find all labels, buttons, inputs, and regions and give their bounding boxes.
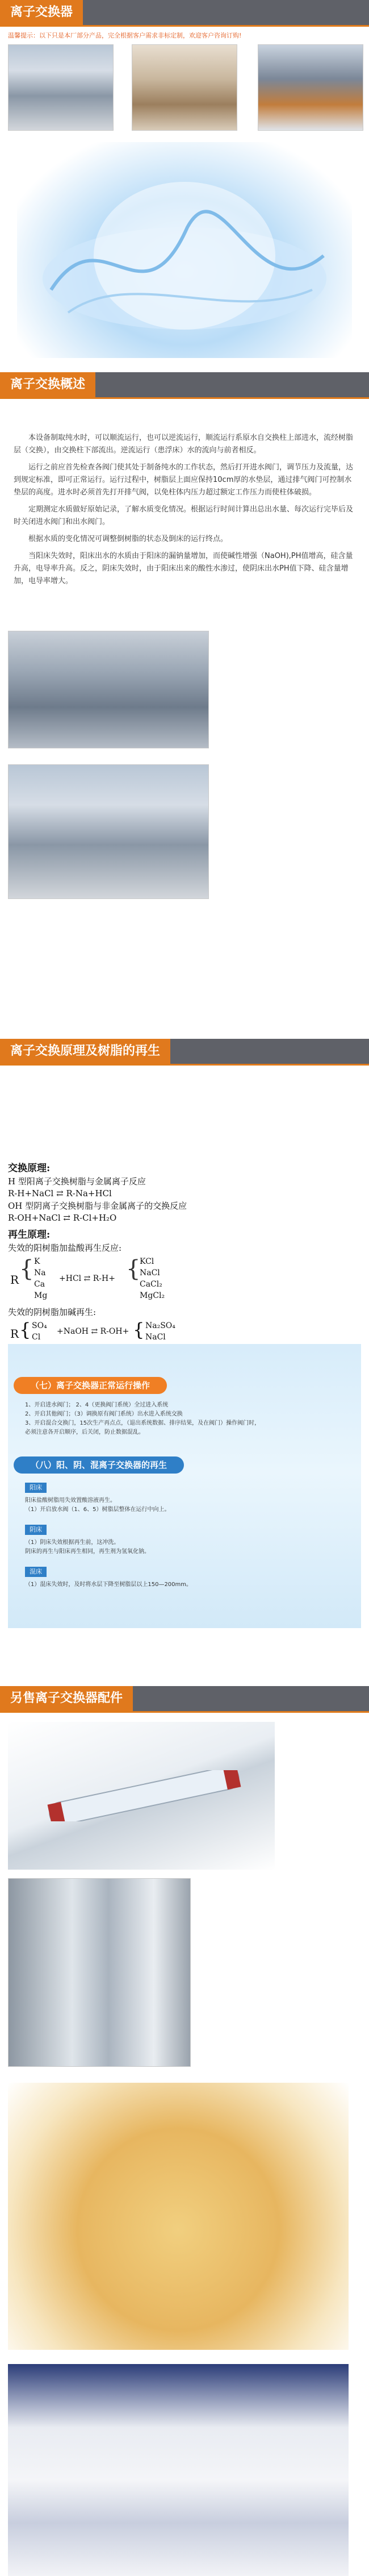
product: NaCl	[145, 1333, 166, 1342]
product-photo-1	[8, 44, 114, 131]
ion: SO₄	[32, 1321, 47, 1330]
brace-icon: {	[126, 1256, 141, 1282]
operation-panel	[8, 1344, 361, 1628]
tube-icon	[42, 1770, 246, 1821]
anion-reaction-equation: R-OH+NaCl ⇄ R-Cl+H₂O	[8, 1213, 117, 1223]
cation-regen-equation	[8, 1256, 246, 1304]
anion-regen-equation	[8, 1320, 246, 1345]
eq-symbol: R	[10, 1273, 19, 1287]
section-header-exchanger	[0, 0, 369, 27]
section-header-overview	[0, 372, 369, 399]
ion: K	[34, 1257, 40, 1266]
regeneration-pill: （八）阳、阴、混离子交换器的再生	[14, 1456, 184, 1474]
overview-text	[14, 432, 357, 592]
anion-bed-tag: 阴床	[25, 1525, 47, 1535]
resin-beads-photo	[8, 2083, 349, 2350]
anion-bed-text: （1）阴床失效根据再生前，这冲洗。 阴床的再生与阳床再生相同，再生剂为氢氧化钠。	[25, 1539, 150, 1555]
plant-interior-photo-2	[8, 764, 209, 899]
section-title: 离子交换原理及树脂的再生	[0, 1039, 170, 1064]
formula-panel	[8, 1156, 246, 1341]
overview-paragraph-1: 本设备制取纯水时，可以顺流运行，也可以逆流运行，顺流运行系原水自交换柱上部进水，流经树脂层（交换），由交换柱下部流出。逆流运行（患浮床）水的流向与前者相反。	[14, 434, 354, 455]
overview-paragraph-5: 当阳床失效时，阳床出水的水质由于阳床的漏钠量增加，而使碱性增强（NaOH),PH值增高，硅含量升高，电导率升高。反之，阴床失效时，由于阳床出来的酸性水渗过，使阴床出水PH值下降、硅含量增加，电导率增大。	[14, 552, 353, 585]
brace-icon: {	[19, 1256, 34, 1282]
product-photo-3	[258, 44, 363, 131]
eq-mid: +HCl ⇄ R-H+	[59, 1274, 115, 1283]
water-splash-icon	[17, 142, 352, 358]
eq-mid: +NaOH ⇄ R-OH+	[57, 1327, 129, 1336]
resin-bags-photo	[8, 2364, 349, 2576]
product: MgCl₂	[140, 1291, 165, 1300]
cation-bed-text: 阳床盐酸树脂用失效置酸溶液再生。 （1）开启放水阀（1、6、5）树脂层整体在运行中向上。	[25, 1497, 170, 1513]
product: CaCl₂	[140, 1280, 162, 1289]
anion-regen-desc: 失效的阴树脂加碱再生:	[8, 1307, 97, 1317]
mixed-bed-tag: 混床	[25, 1567, 47, 1577]
product: NaCl	[140, 1268, 160, 1277]
product-photo-2	[132, 44, 237, 131]
water-splash-image	[17, 142, 352, 358]
eq-symbol: R	[10, 1327, 19, 1341]
cation-bed-tag: 阳床	[25, 1483, 47, 1493]
ion: Ca	[34, 1280, 45, 1289]
anion-reaction-desc: OH 型阴离子交换树脂与非金属离子的交换反应	[8, 1201, 187, 1211]
brace-icon: {	[133, 1319, 145, 1341]
operation-pill: （七）离子交换器正常运行操作	[14, 1377, 167, 1394]
stainless-tank-photo	[8, 1878, 191, 2067]
ion: Na	[34, 1268, 46, 1277]
section-header-principle	[0, 1039, 369, 1066]
ion: Mg	[34, 1291, 48, 1300]
section-title: 离子交换概述	[0, 372, 95, 397]
product: Na₂SO₄	[145, 1321, 175, 1330]
product: KCl	[140, 1257, 154, 1266]
section-title: 另售离子交换器配件	[0, 1686, 133, 1711]
plant-interior-photo-1	[8, 631, 209, 748]
cation-reaction-equation: R-H+NaCl ⇄ R-Na+HCl	[8, 1188, 112, 1198]
cation-reaction-desc: H 型阳离子交换树脂与金属离子反应	[8, 1176, 146, 1187]
operation-steps: 1、开启进水阀门； 2、4（更换阀门系统）全过进入系统 2、开启其他阀门；（3）调换原有阀门系统）出水进入系统交换 3、开启混合交换门，15次生产再点点，（退出系统数据、排序结果，及在阀门）操作阀门时， 必须注意各开启顺序，后关闭，防止数据混乱。	[25, 1402, 261, 1435]
section-header-accessories	[0, 1686, 369, 1713]
overview-paragraph-2: 运行之前应首先检查各阀门使其处于制备纯水的工作状态，然后打开进水阀门，调节压力及流量，达到规定标准，即可正常运行。运行过程中，树脂层上面应保持10cm厚的水垫层，通过排气阀门可控制水垫层的高度。进水时必须首先打开排气阀，以免柱体内压力超过额定工作压力而使柱体破损。	[14, 463, 354, 497]
ion: Cl	[32, 1333, 41, 1342]
overview-paragraph-4: 根据水质的变化情况可调整倒树脂的状态及倒床的运行终点。	[28, 535, 228, 543]
brace-icon: {	[19, 1319, 31, 1341]
exchange-principle-title: 交换原理:	[8, 1163, 51, 1174]
regeneration-principle-title: 再生原理:	[8, 1229, 51, 1241]
overview-paragraph-3: 定期测定水质做好原始记录，了解水质变化情况。根据运行时间计算出总出水量、每次运行完毕后及时关闭进水阀门和出水阀门。	[14, 505, 354, 526]
acrylic-tube-photo	[8, 1722, 275, 1870]
section-title: 离子交换器	[0, 0, 83, 25]
cation-regen-desc: 失效的阳树脂加盐酸再生反应:	[8, 1243, 122, 1253]
mixed-bed-text: （1）混床失效时，及时将水层下降至树脂层以上150—200mm。	[25, 1582, 192, 1588]
notice-text: 温馨提示：以下只是本厂部分产品，完全根据客户需求非标定制，欢迎客户咨询订购!	[8, 32, 242, 39]
